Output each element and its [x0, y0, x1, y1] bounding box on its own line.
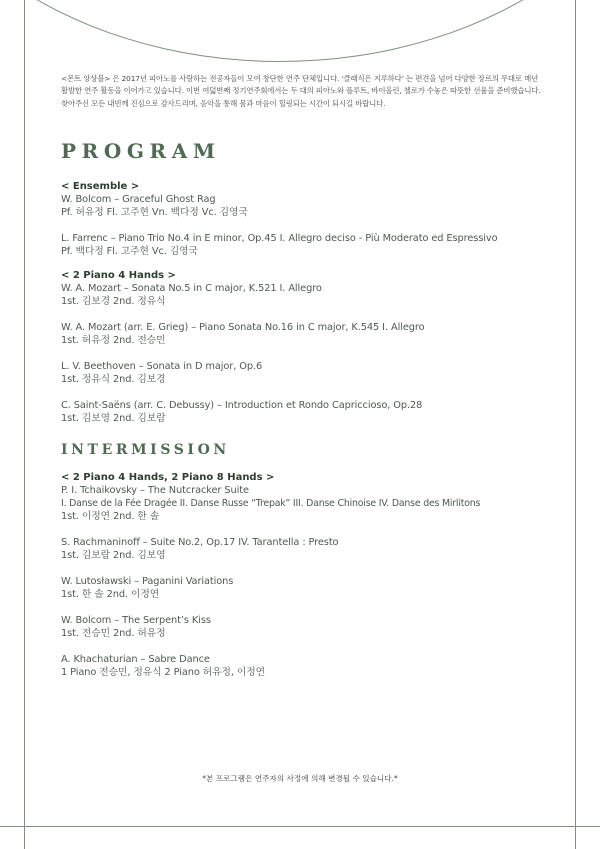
piece-title: L. V. Beethoven – Sonata in D major, Op.6: [61, 361, 263, 373]
group-heading: < 2 Piano 4 Hands >: [61, 270, 176, 282]
program-piece: [61, 282, 541, 308]
program-group-8hands: [61, 471, 541, 679]
piece-title: A. Khachaturian – Sabre Dance: [61, 654, 210, 666]
piece-performers: 1st. 한 솔 2nd. 이정연: [61, 589, 160, 601]
program-piece: [61, 399, 541, 425]
piece-title: W. Bolcom – The Serpent’s Kiss: [61, 615, 211, 627]
program-piece: [61, 653, 541, 679]
piece-title: W. A. Mozart – Sonata No.5 in C major, K.521 I. Allegro: [61, 283, 322, 295]
piece-title: S. Rachmaninoff – Suite No.2, Op.17 IV. Tarantella : Presto: [61, 537, 339, 549]
piece-title: W. Lutosławski – Paganini Variations: [61, 576, 234, 588]
frame-left-line: [24, 0, 25, 849]
program-piece: [61, 232, 541, 258]
program-piece: [61, 321, 541, 347]
piece-title: L. Farrenc – Piano Trio No.4 in E minor, Op.45 I. Allegro deciso - Più Moderato ed Espressivo: [61, 233, 498, 245]
program-content: [61, 73, 541, 679]
intermission-title: INTERMISSION: [61, 442, 230, 459]
program-group-2piano-4hands: [61, 269, 541, 425]
piece-title: C. Saint-Saëns (arr. C. Debussy) – Introduction et Rondo Capriccioso, Op.28: [61, 400, 423, 412]
piece-performers: 1st. 김보경 2nd. 정유식: [61, 296, 166, 308]
program-piece: [61, 575, 541, 601]
piece-performers: 1st. 김보영 2nd. 김보람: [61, 413, 166, 425]
program-piece: [61, 360, 541, 386]
frame-right-line: [575, 0, 576, 849]
piece-performers: 1 Piano 전승민, 정유식 2 Piano 허유정, 이정연: [61, 667, 266, 679]
program-piece: [61, 484, 541, 523]
group-heading: < 2 Piano 4 Hands, 2 Piano 8 Hands >: [61, 472, 275, 484]
piece-performers: 1st. 허유정 2nd. 전승민: [61, 335, 166, 347]
footnote: *본 프로그램은 연주자의 사정에 의해 변경될 수 있습니다.*: [202, 774, 398, 783]
piece-performers: 1st. 이정연 2nd. 한 솔: [61, 511, 160, 523]
piece-title: W. Bolcom – Graceful Ghost Rag: [61, 194, 216, 206]
piece-title: P. I. Tchaikovsky – The Nutcracker Suite: [61, 485, 249, 497]
piece-movements: I. Danse de la Fée Dragée II. Danse Russe “Trepak” III. Danse Chinoise IV. Danse des Mirlitons: [61, 498, 481, 510]
program-piece: [61, 536, 541, 562]
piece-performers: 1st. 김보람 2nd. 김보영: [61, 550, 166, 562]
intro-paragraph: <몬트 앙상블> 은 2017년 피아노를 사랑하는 전공자들이 모여 창단한 연주 단체입니다. ‘클래식은 지루하다’ 는 편견을 넘어 다양한 장르의 무대로 매년 활발한 연주 활동을 이어가고 있습니다. 이번 여덟번째 정기연주회에서는 두 대의 피아노와 플루트, 바이올린, 첼로가 수놓은 따뜻한 선율을 준비했습니다. 찾아주신 모든 내빈께 진심으로 감사드리며, 음악을 통해 몸과 마음이 힐링되는 시간이 되시길 바랍니다.: [61, 74, 541, 108]
piece-performers: Pf. 백다정 Fl. 고주현 Vc. 김영국: [61, 246, 198, 258]
program-piece: [61, 614, 541, 640]
frame-arc-decoration: [0, 0, 600, 62]
program-piece: [61, 193, 541, 219]
program-title: PROGRAM: [61, 139, 221, 164]
frame-bottom-line: [0, 826, 600, 827]
piece-performers: 1st. 정유식 2nd. 김보경: [61, 374, 166, 386]
program-group-ensemble: [61, 180, 541, 258]
group-heading: < Ensemble >: [61, 181, 140, 193]
piece-performers: 1st. 전승민 2nd. 허유정: [61, 628, 166, 640]
piece-title: W. A. Mozart (arr. E. Grieg) – Piano Sonata No.16 in C major, K.545 I. Allegro: [61, 322, 425, 334]
piece-performers: Pf. 허유정 Fl. 고주현 Vn. 백다정 Vc. 김영국: [61, 207, 248, 219]
